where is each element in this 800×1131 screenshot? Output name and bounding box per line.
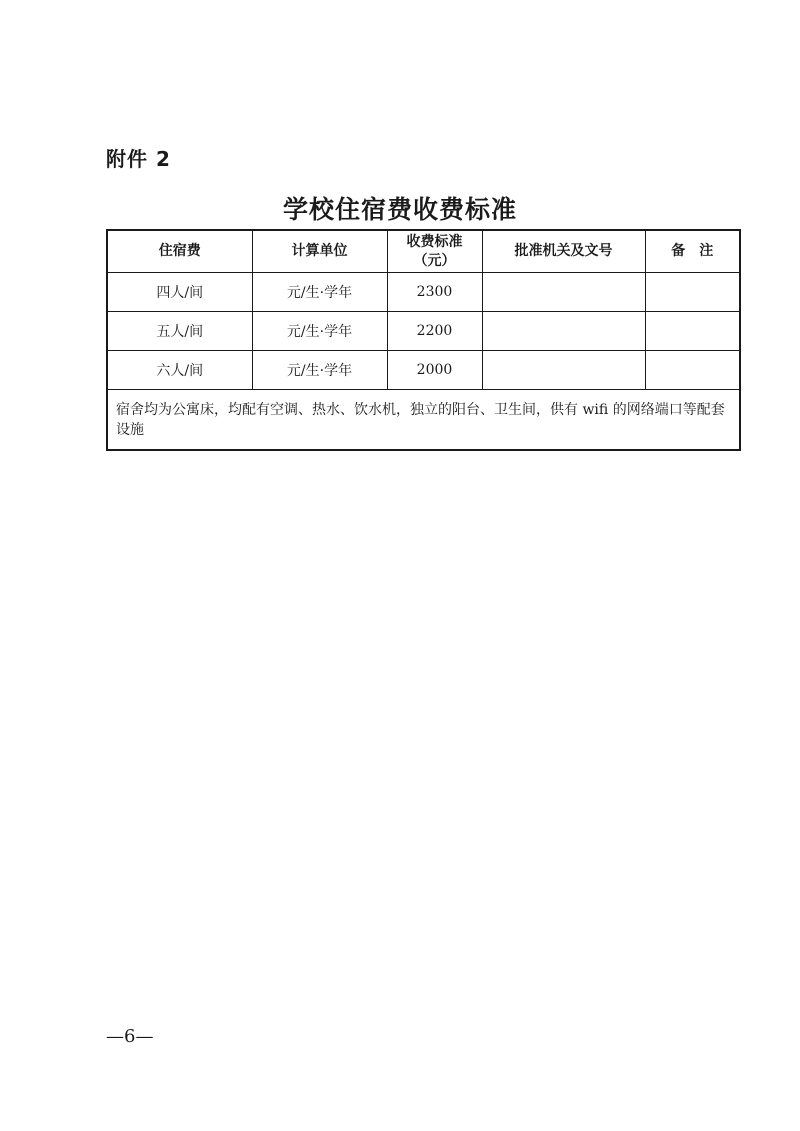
page-number: —6—: [106, 1026, 154, 1047]
cell-remarks: [645, 312, 740, 351]
table-row: [107, 351, 740, 390]
table-note-row: [107, 390, 740, 451]
table-note: 宿舍均为公寓床，均配有空调、热水、饮水机，独立的阳台、卫生间，供有 wifi 的网络端口等配套设施: [107, 390, 740, 451]
header-remarks: 备 注: [645, 230, 740, 273]
header-standard-line2: （元）: [413, 252, 456, 269]
header-type: 住宿费: [107, 230, 252, 273]
header-standard-line1: 收费标准: [406, 233, 463, 250]
cell-unit: 元/生·学年: [252, 312, 387, 351]
table-row: [107, 312, 740, 351]
attachment-label: 附件 2: [106, 147, 171, 171]
cell-standard: 2000: [387, 351, 482, 390]
header-approval: 批准机关及文号: [482, 230, 645, 273]
cell-remarks: [645, 351, 740, 390]
header-standard: [387, 230, 482, 273]
cell-type: 六人/间: [107, 351, 252, 390]
cell-approval: [482, 351, 645, 390]
cell-unit: 元/生·学年: [252, 351, 387, 390]
fee-standard-table: [106, 229, 741, 451]
cell-approval: [482, 273, 645, 312]
cell-type: 四人/间: [107, 273, 252, 312]
cell-unit: 元/生·学年: [252, 273, 387, 312]
cell-standard: 2300: [387, 273, 482, 312]
document-title: 学校住宿费收费标准: [282, 195, 517, 224]
cell-remarks: [645, 273, 740, 312]
table-row: [107, 273, 740, 312]
cell-standard: 2200: [387, 312, 482, 351]
table-header-row: [107, 230, 740, 273]
cell-type: 五人/间: [107, 312, 252, 351]
cell-approval: [482, 312, 645, 351]
header-unit: 计算单位: [252, 230, 387, 273]
